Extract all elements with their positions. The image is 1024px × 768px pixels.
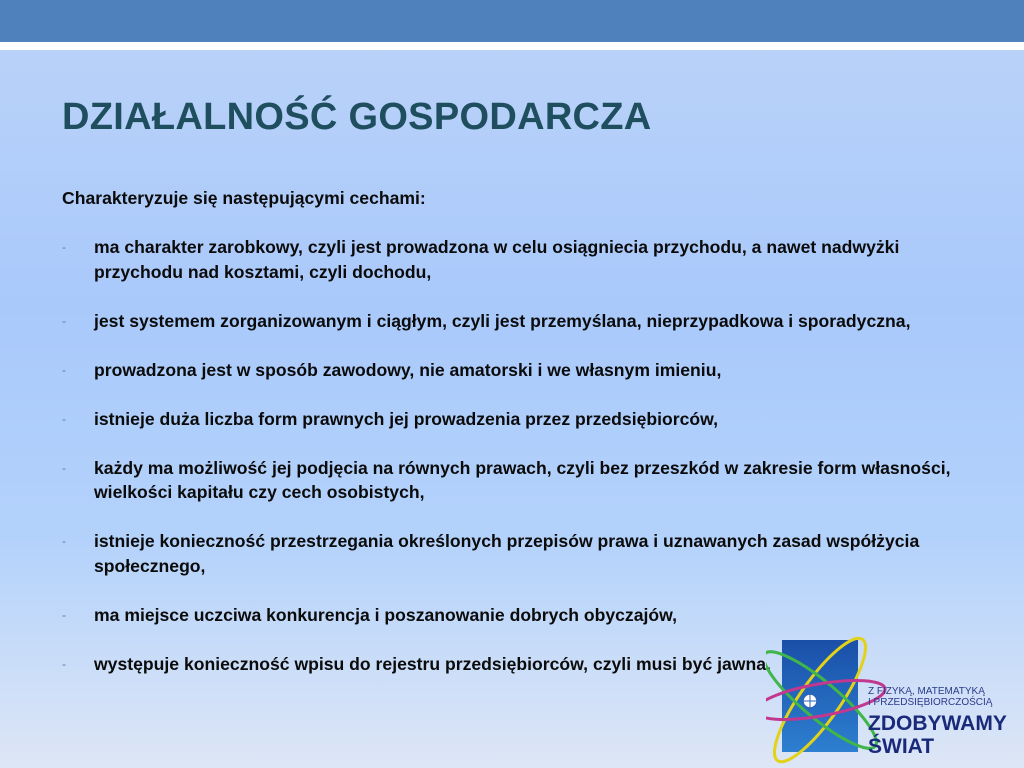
list-item-text: każdy ma możliwość jej podjęcia na równych prawach, czyli bez przeszkód w zakresie form własności, wielkości kapitału czy cech osobistych,: [94, 457, 951, 502]
list-item-text: istnieje konieczność przestrzegania określonych przepisów prawa i uznawanych zasad współżycia społecznego,: [94, 531, 920, 576]
bullet-dash: -: [62, 240, 66, 254]
list-item: [62, 309, 972, 334]
list-item-text: jest systemem zorganizowanym i ciągłym, czyli jest przemyślana, nieprzypadkowa i sporadyczna,: [94, 310, 911, 331]
bullet-dash: -: [62, 656, 66, 671]
bullet-dash: -: [62, 460, 66, 475]
logo-tagline: [868, 686, 992, 708]
logo-name: [868, 712, 1007, 758]
bullet-dash: -: [62, 534, 66, 548]
list-item-text: występuje konieczność wpisu do rejestru przedsiębiorców, czyli musi być jawna.: [94, 653, 771, 674]
bullet-dash: -: [62, 362, 66, 377]
list-item: [62, 358, 972, 383]
header-bar: [0, 0, 1024, 42]
list-item: [62, 529, 972, 578]
header-divider: [0, 42, 1024, 50]
list-item: [62, 407, 972, 432]
intro-text: Charakteryzuje się następującymi cechami:: [62, 188, 426, 208]
list-item-text: ma miejsce uczciwa konkurencja i poszanowanie dobrych obyczajów,: [94, 604, 678, 625]
list-item: [62, 235, 972, 284]
logo-name-line1: ZDOBYWAMY: [868, 712, 1007, 735]
list-item: [62, 456, 972, 505]
slide-title: DZIAŁALNOŚĆ GOSPODARCZA: [62, 96, 652, 138]
bullet-dash: -: [62, 607, 66, 622]
logo-name-line2: ŚWIAT: [868, 735, 935, 758]
list-item-text: prowadzona jest w sposób zawodowy, nie amatorski i we własnym imieniu,: [94, 359, 722, 380]
list-item-text: istnieje duża liczba form prawnych jej prowadzenia przez przedsiębiorców,: [94, 408, 719, 429]
logo-tagline-line1: Z FIZYKĄ, MATEMATYKĄ: [868, 686, 985, 697]
list-item-text: ma charakter zarobkowy, czyli jest prowadzona w celu osiągniecia przychodu, a nawet nadwyżki przychodu nad kosztami, czyli dochodu,: [94, 237, 900, 282]
bullet-dash: -: [62, 411, 66, 426]
logo-tagline-line2: I PRZEDSIĘBIORCZOŚCIĄ: [868, 697, 993, 708]
bullet-dash: -: [62, 313, 66, 328]
